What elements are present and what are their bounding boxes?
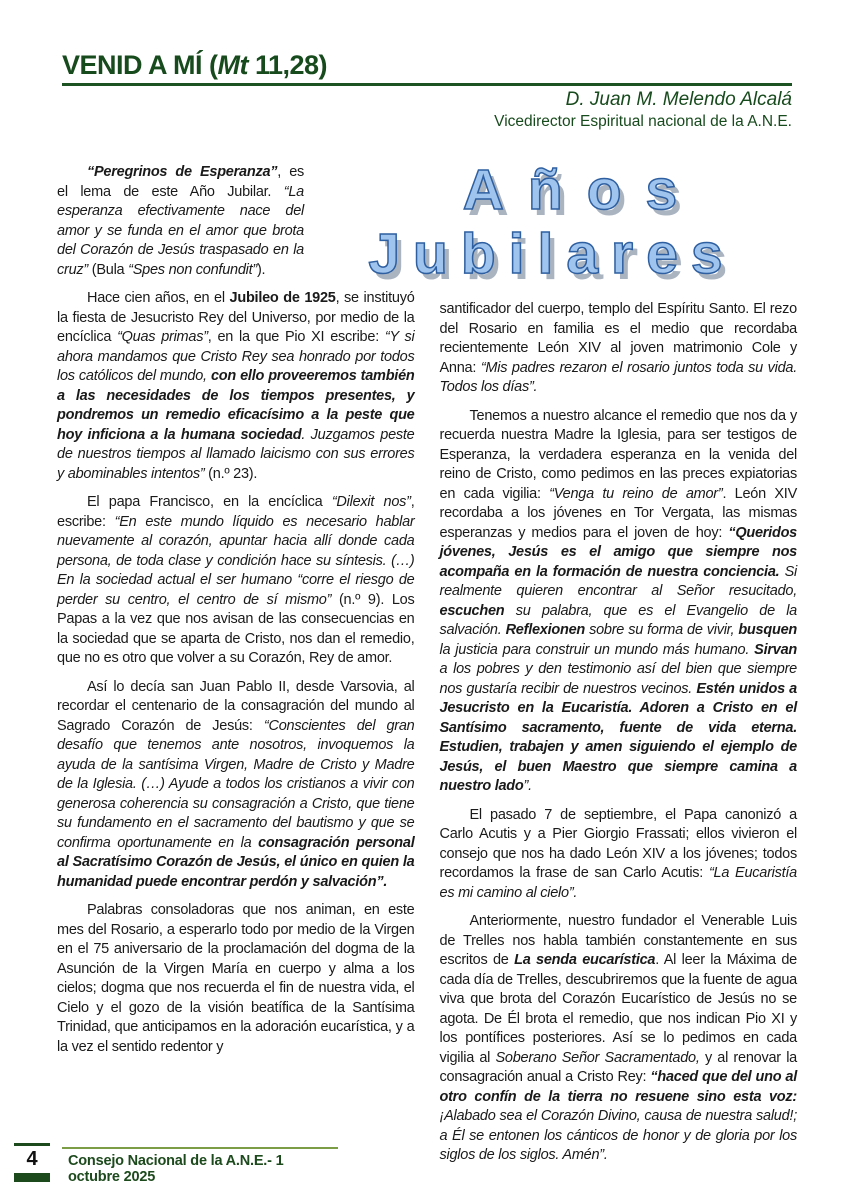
text-run: su palabra, que es el Evangelio de la salvación. — [439, 602, 797, 638]
text-run: “Y si ahora mandamos que Cristo Rey sea honrado por todos los católicos del mundo, — [57, 329, 415, 384]
paragraph — [440, 407, 798, 797]
footer-rule — [62, 1147, 338, 1149]
paragraph — [440, 300, 798, 398]
text-run: Jubileo de 1925 — [229, 290, 336, 306]
text-run: “En este mundo líquido es necesario hablar nuevamente al corazón, apuntar hacia allí donde cada persona, de toda clase y condición hace su síntesis. (…) En la sociedad actual el ser humano “corre el riesgo de perder su centro, el centro de sí mismo” — [57, 513, 415, 608]
footer-text: Consejo Nacional de la A.N.E.- 1 octubre 2025 — [68, 1153, 284, 1185]
text-run: Anteriormente, nuestro fundador el Venerable Luis de Trelles nos habla también constantemente en sus escritos de — [439, 913, 797, 968]
text-run: “haced que del uno al otro confín de la tierra no resuene sino esta voz: — [439, 1069, 797, 1105]
text-run: busquen — [738, 622, 797, 638]
text-run: Soberano Señor Sacramentado, — [495, 1049, 700, 1066]
page-number-top-rule — [14, 1143, 50, 1146]
article-title — [62, 50, 792, 86]
text-run: El pasado 7 de septiembre, el Papa canonizó a Carlo Acutis y a Pier Giorgio Frassati; ellos vivieron el consejo que nos ha dado León XIV a los jóvenes; todos recordamos la frase de san Carlo Acutis: — [439, 806, 797, 881]
text-run: Tenemos a nuestro alcance el remedio que nos da y recuerda nuestra Madre la Iglesia, para ser testigos de Esperanza, la verdadera esperanza en la venida del reino de Cristo, como pedimos en las preces expiatorias en cada vigilia: — [439, 407, 797, 502]
author-block — [62, 88, 792, 131]
text-run: La senda eucarística — [514, 952, 656, 968]
author-name: D. Juan M. Melendo Alcalá — [565, 89, 792, 110]
text-run: “Mis padres rezaron el rosario juntos toda su vida. Todos los días”. — [439, 359, 797, 395]
text-run: con ello proveeremos también a las necesidades de los tiempos presentes, y pondremos un remedio eficacísimo a la peste que hoy inficiona a la humana sociedad — [57, 368, 415, 443]
paragraph — [57, 289, 415, 484]
text-run: VENID A MÍ ( — [62, 50, 218, 80]
text-run: “Queridos jóvenes, Jesús es el amigo que siempre nos acompaña en la formación de nuestra conciencia. — [439, 524, 797, 580]
text-run: consagración personal al Sacratísimo Corazón de Jesús, el único en quien la humanidad puede encontrar perdón y salvación”. — [57, 834, 415, 890]
text-run: (n.º 23). — [204, 465, 258, 482]
text-run: . Al leer la Máxima de cada día de Trelles, descubriremos que la fuente de agua viva que brota del Corazón Eucarístico de Jesús no se agota. De Él brota el remedio, que nos indican Pio XI y los pontífices posteriores. Así se lo pedimos en cada vigilia al — [439, 952, 797, 1066]
text-run: “Venga tu reino de amor” — [549, 485, 723, 502]
page-number-bottom-bar — [14, 1173, 50, 1182]
text-run: Palabras consoladoras que nos animan, en este mes del Rosario, a esperarlo todo por medio de la Virgen en el 75 aniversario de la proclamación del dogma de la Asunción de la Virgen María en cuerpo y alma a los cielos; dogma que nos recuerda el fin de nuestra vida, el Cielo y el gozo de la visión beatífica de la Santísima Trinidad, que anticipamos en la adoración eucarística, y a la vez el sentido redentor y — [57, 902, 415, 1055]
text-run: (Bula — [87, 261, 129, 278]
text-run: santificador del cuerpo, templo del Espíritu Santo. El rezo del Rosario en familia es el medio que recordaba recientemente León XIV al joven matrimonio Cole y Anna: — [439, 301, 797, 376]
author-role: Vicedirector Espiritual nacional de la A.N.E. — [494, 113, 792, 130]
page-number-block — [14, 1143, 50, 1182]
text-run: Sirvan — [754, 641, 797, 658]
text-run: , es el lema de este Año Jubilar. — [57, 164, 305, 200]
text-run: ¡Alabado sea el Corazón Divino, causa de nuestra salud!; a Él se entonen los cánticos de honor y de gloria por los siglos de los siglos. Amén”. — [439, 1108, 797, 1163]
text-run: Así lo decía san Juan Pablo II, desde Varsovia, al recordar el centenario de la consagración del mundo al Sagrado Corazón de Jesús: — [57, 678, 415, 734]
text-run: Hace cien años, en el — [87, 290, 230, 306]
column-right — [440, 163, 798, 1175]
text-run: “La esperanza efectivamente nace del amor y se funda en el amor que brota del Corazón de Jesús traspasado en la cruz” — [57, 183, 304, 278]
text-run: y al renovar la consagración anual a Cristo Rey: — [439, 1049, 797, 1085]
text-run: El papa Francisco, en la encíclica — [87, 494, 332, 510]
paragraph — [57, 493, 415, 669]
footer-main — [62, 1147, 338, 1185]
text-run: . Juzgamos peste de nuestros tiempos al llamado laicismo con sus errores y abominables intentos” — [57, 426, 415, 482]
paragraph — [440, 806, 798, 904]
text-run: “Quas primas” — [117, 329, 208, 345]
article-header — [62, 50, 792, 131]
article-body — [57, 163, 797, 1175]
text-run: Estén unidos a Jesucristo en la Eucaristía. Adoren a Cristo en el Santísimo sacramento, fuente de vida eterna. Estudien, trabajen y amen siguiendo el ejemplo de Jesús, el buen Maestro que siempre camina a nuestro lado — [439, 680, 797, 794]
page-number: 4 — [26, 1148, 38, 1170]
text-run: , se instituyó la fiesta de Jesucristo Rey del Universo, por medio de la encíclica — [57, 290, 415, 345]
text-run: “Spes non confundit” — [128, 261, 257, 278]
text-run: “Peregrinos de Esperanza” — [87, 164, 278, 180]
column-left — [57, 163, 415, 1175]
text-run: , en la que Pio XI escribe: — [207, 329, 385, 345]
text-run: 11,28) — [247, 50, 328, 80]
text-run: (n.º 9). Los Papas a la vez que nos avisan de las consecuencias en la sociedad que se aparta de Cristo, nos dan el remedio, que no es otro que volver a su Corazón, Rey de amor. — [57, 591, 415, 666]
text-run: , escribe: — [57, 494, 415, 530]
wordart-line-2: Jubilares — [368, 222, 736, 286]
text-run: ”. — [523, 778, 532, 794]
paragraph — [57, 901, 415, 1057]
paragraph — [440, 912, 798, 1166]
text-run: Si realmente quieren encontrar al Señor resucitado, — [439, 563, 798, 599]
text-run: a los pobres y den testimonio así del bien que siempre nos gustaría recibir de nuestros vecinos. — [439, 661, 797, 697]
text-run: escuchen — [439, 602, 505, 619]
wordart-line-1: Años — [462, 158, 702, 222]
text-run: sobre su forma de vivir, — [585, 622, 739, 638]
paragraph — [57, 678, 415, 893]
text-run: “La Eucaristía es mi camino al cielo”. — [439, 865, 797, 901]
text-run: ). — [256, 261, 266, 278]
text-run: “Dilexit nos” — [331, 494, 411, 510]
page-footer — [0, 1143, 845, 1188]
text-run: “Conscientes del gran desafío que tenemos ante nosotros, invoquemos la ayuda de la santísima Virgen, Madre de Cristo y Madre de la Iglesia. (…) Ayude a todos los cristianos a vivir con generosa coherencia su consagración a Cristo, que tiene su fundamento en el sacramento del bautismo y que se confirma oportunamente en la — [57, 717, 415, 851]
text-run: la justicia para construir un mundo más humano. — [439, 641, 755, 658]
text-run: Mt — [217, 50, 248, 80]
text-run: Reflexionen — [505, 622, 586, 638]
text-run: . León XIV recordaba a los jóvenes en Tor Vergata, las mismas esperanzas y medios para el joven de hoy: — [439, 485, 797, 541]
paragraph — [57, 163, 304, 280]
